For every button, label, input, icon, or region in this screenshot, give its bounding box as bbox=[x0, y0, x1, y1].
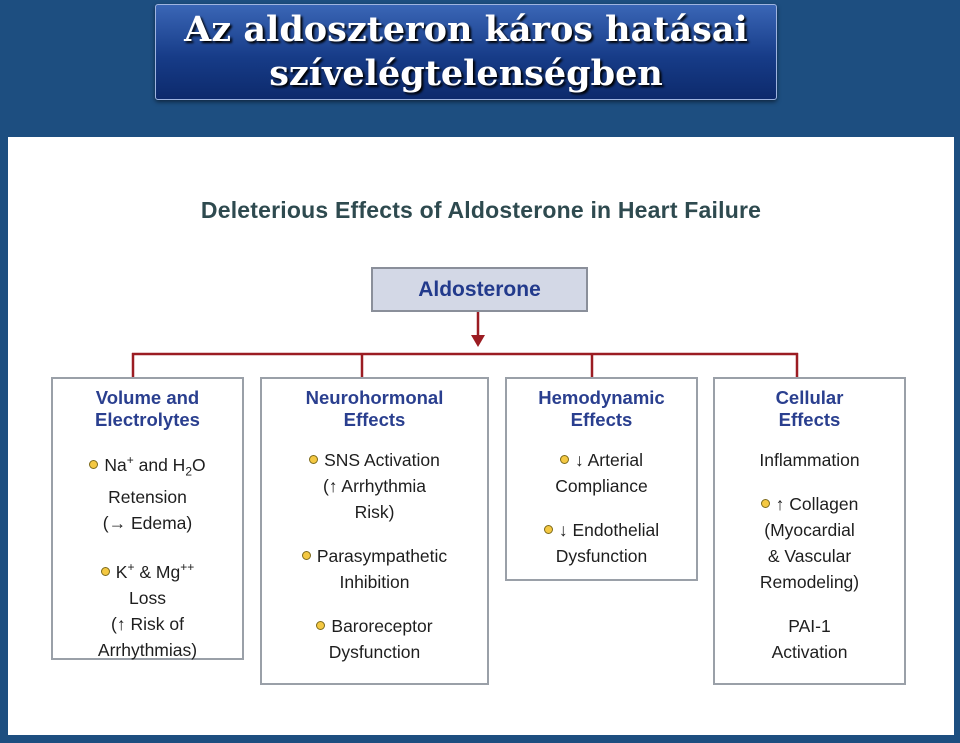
root-node-aldosterone: Aldosterone bbox=[371, 267, 588, 312]
category-box-hemodynamic bbox=[505, 377, 698, 581]
slide-title-banner bbox=[155, 4, 777, 100]
diagram-title: Deleterious Effects of Aldosterone in Heart Failure bbox=[200, 197, 762, 223]
effect-item-endothelial: ↓ Endothelial Dysfunction bbox=[507, 517, 696, 569]
category-box-volume-electrolytes bbox=[51, 377, 244, 660]
bullet-icon bbox=[544, 525, 553, 534]
bullet-icon bbox=[89, 460, 98, 469]
bullet-icon bbox=[560, 455, 569, 464]
effect-item-arterial-compliance: ↓ Arterial Compliance bbox=[555, 450, 648, 496]
connector-arrowhead bbox=[471, 335, 485, 347]
category-heading: Hemodynamic Effects bbox=[538, 387, 665, 430]
effect-item-sns-activation: SNS Activation (↑ Arrhythmia Risk) bbox=[262, 447, 487, 525]
effect-item-pai1: PAI-1 Activation bbox=[771, 616, 848, 662]
diagram-panel bbox=[8, 137, 954, 735]
category-box-neurohormonal bbox=[260, 377, 489, 685]
effect-item-inflammation: Inflammation bbox=[759, 450, 860, 470]
effect-item-collagen: ↑ Collagen (Myocardial & Vascular Remodeling) bbox=[759, 494, 860, 592]
effect-item-baroreceptor: Baroreceptor Dysfunction bbox=[262, 613, 487, 665]
effect-item-na-h2o: Na+ and $H_2O$ Retension (→ Edema) bbox=[53, 447, 242, 536]
slide-title-line-1: Az aldoszteron káros hatásai bbox=[184, 9, 748, 50]
category-heading: Volume and Electrolytes bbox=[95, 387, 200, 430]
bullet-icon bbox=[761, 499, 770, 508]
effect-item-parasympathetic: Parasympathetic Inhibition bbox=[262, 543, 487, 595]
bullet-icon bbox=[302, 551, 311, 560]
category-heading: Cellular Effects bbox=[775, 387, 844, 430]
effect-item-k-mg-loss: K+ & Mg++ Loss (↑ Risk of Arrhythmias) bbox=[97, 560, 198, 661]
bullet-icon bbox=[316, 621, 325, 630]
bullet-icon bbox=[309, 455, 318, 464]
category-heading: Neurohormonal Effects bbox=[305, 387, 444, 430]
slide-title-line-2: szívelégtelenségben bbox=[269, 53, 663, 94]
bullet-icon bbox=[101, 567, 110, 576]
category-box-cellular bbox=[713, 377, 906, 685]
